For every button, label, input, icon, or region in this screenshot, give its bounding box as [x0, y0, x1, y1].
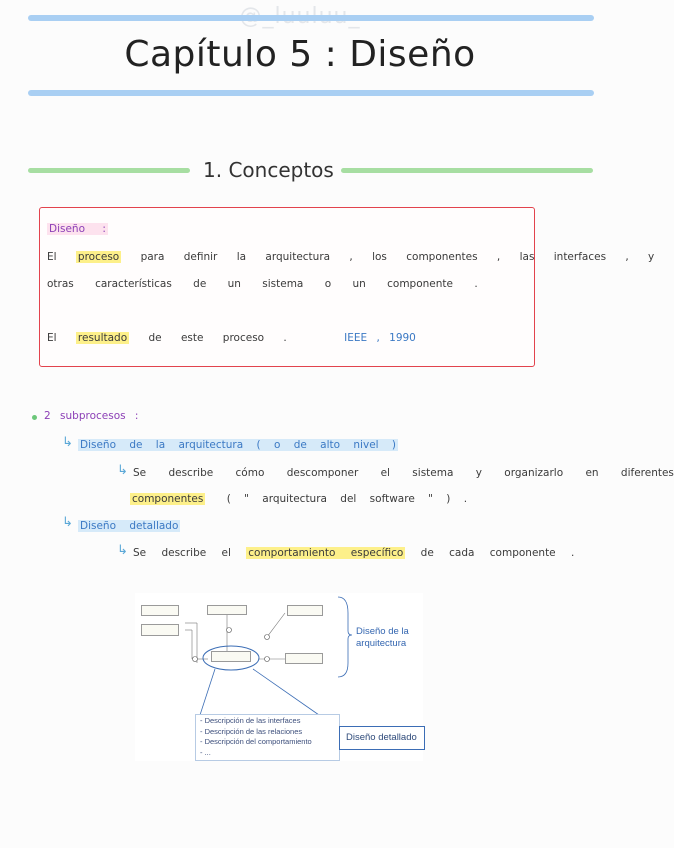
page-title: Capítulo 5 : Diseño [124, 34, 476, 75]
title-underline [28, 90, 594, 96]
detail-item: - Descripción del comportamiento [200, 737, 312, 746]
arrow-icon: ↳ [62, 515, 73, 530]
section1-rule-right [341, 168, 593, 173]
caption-architecture [356, 626, 409, 650]
component-box [141, 624, 179, 636]
component-box [211, 651, 251, 662]
highlight-comportamiento: comportamiento específico [248, 547, 404, 559]
architecture-diagram [135, 593, 423, 761]
arrow-icon: ↳ [62, 435, 73, 450]
definition-heading [47, 223, 108, 235]
subprocess-1-text-line2-rest: ( " arquitectura del software " ) . [226, 493, 468, 505]
highlight-componentes: componentes [132, 493, 204, 505]
definition-highlight-resultado: resultado [77, 332, 128, 344]
definition-line1-rest: para definir la arquitectura , los componentes , las interfaces , y [140, 251, 655, 263]
detail-item: - Descripción de las relaciones [200, 726, 303, 736]
component-box [141, 605, 179, 616]
detail-item: - Descripción de las interfaces [200, 716, 301, 725]
subprocess-1-label [78, 439, 398, 451]
definition-highlight-proceso: proceso [77, 251, 120, 263]
section1-title: 1. Conceptos [203, 158, 334, 182]
definition-line3-rest: de este proceso . [148, 332, 287, 344]
definition-line2: otras características de un sistema o un componente . [47, 278, 478, 290]
section2-number: 2 [44, 410, 51, 422]
detail-list [196, 715, 339, 758]
subprocess-2-label-text: Diseño detallado [80, 520, 179, 532]
section2-bullet [32, 415, 37, 420]
subprocess-1-text-line2 [130, 493, 467, 505]
subprocess-2-text [133, 547, 574, 559]
definition-line3 [47, 332, 416, 344]
definition-reference: IEEE , 1990 [344, 332, 416, 344]
caption-architecture-line2: arquitectura [356, 638, 407, 649]
subprocess-1-text-line1: Se describe cómo descomponer el sistema y organizarlo en diferentes [133, 467, 674, 479]
section2-heading [44, 410, 138, 422]
subprocess-1-label-text: Diseño de la arquitectura ( o de alto nivel ) [80, 439, 397, 451]
detail-list-box [195, 714, 340, 761]
component-box [287, 605, 323, 616]
subprocess-2-label [78, 520, 180, 532]
definition-line3-start: El [47, 332, 57, 344]
component-box [207, 605, 247, 615]
definition-line1 [47, 251, 654, 263]
section2-title: subprocesos : [60, 410, 139, 422]
caption-detail: Diseño detallado [346, 732, 417, 743]
arrow-icon: ↳ [117, 463, 128, 478]
detail-item: - ... [200, 747, 211, 757]
detail-caption-box [339, 726, 425, 750]
subprocess-2-text-pre: Se describe el [133, 547, 231, 559]
definition-heading-text: Diseño : [49, 223, 106, 235]
caption-architecture-line1: Diseño de la [356, 626, 409, 637]
subprocess-2-text-post: de cada componente . [420, 547, 575, 559]
top-divider [28, 15, 594, 21]
section1-rule-left [28, 168, 190, 173]
arrow-icon: ↳ [117, 543, 128, 558]
component-box [285, 653, 323, 664]
definition-line1-start: El [47, 251, 57, 263]
